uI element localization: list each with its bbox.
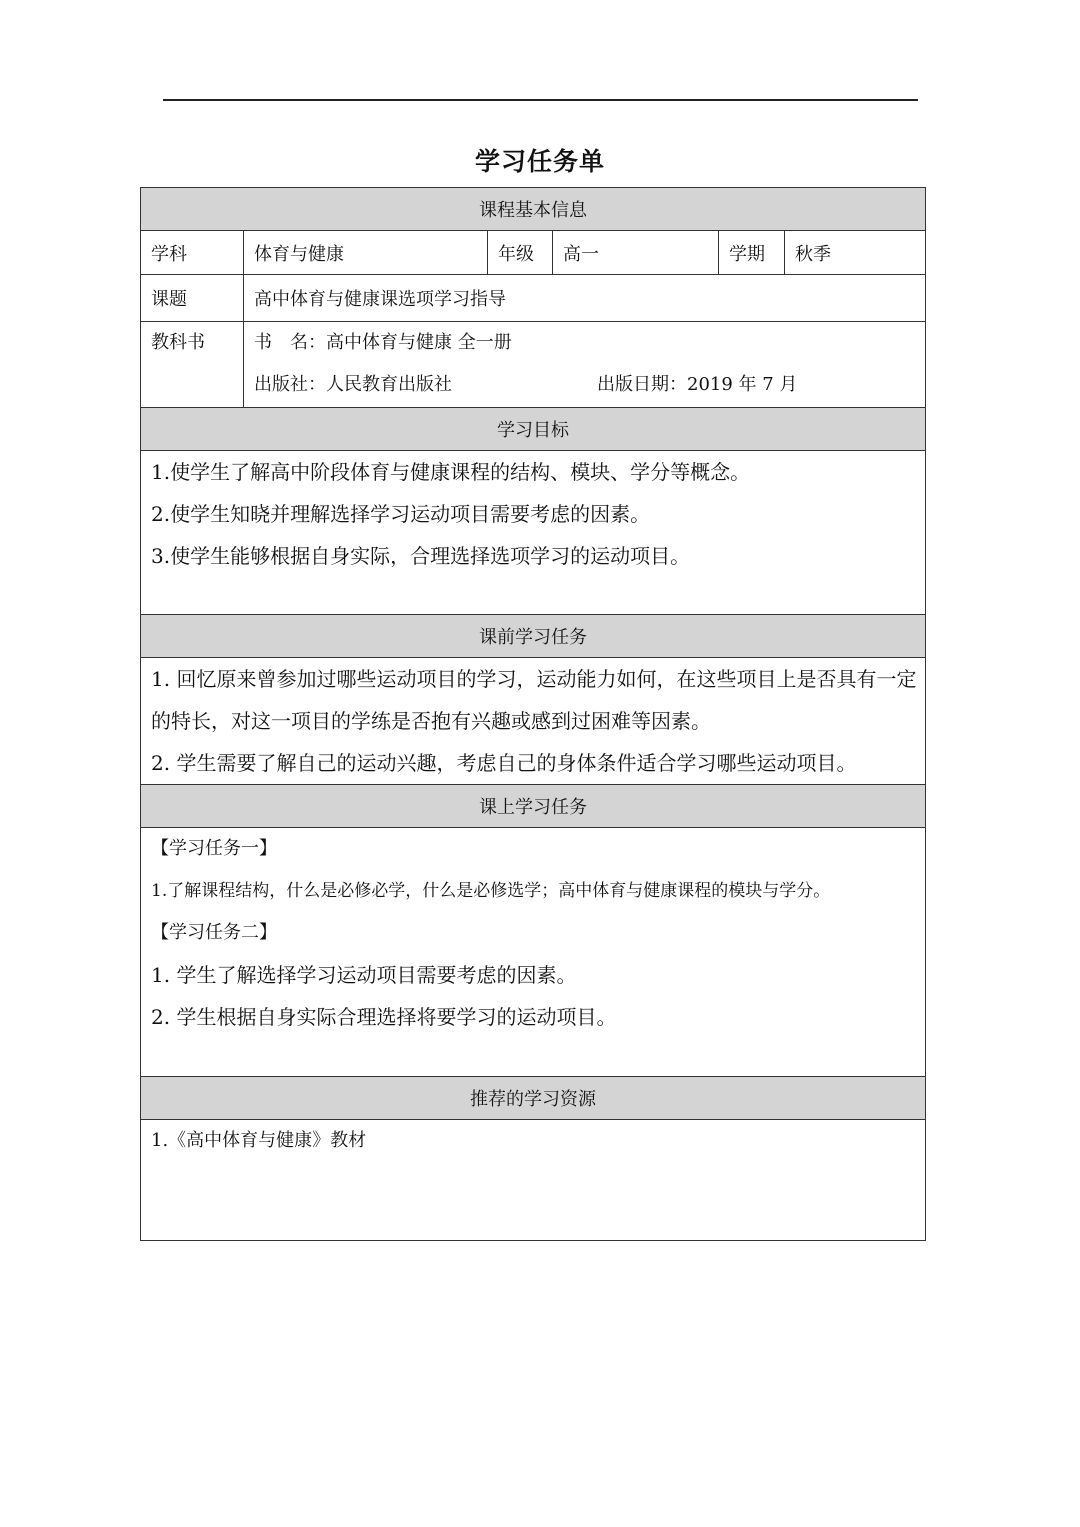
textbook-label-cell xyxy=(141,322,244,408)
section-header-resources: 推荐的学习资源 xyxy=(141,1077,926,1120)
objective-item: 1.使学生了解高中阶段体育与健康课程的结构、模块、学分等概念。 xyxy=(151,460,751,484)
task1-title: 【学习任务一】 xyxy=(151,838,277,859)
textbook-name: 书 名：高中体育与健康 全一册 xyxy=(254,332,512,353)
section-header-objectives: 学习目标 xyxy=(141,408,926,451)
textbook-label: 教科书 xyxy=(151,332,205,353)
section-header-class-tasks: 课上学习任务 xyxy=(141,785,926,828)
pre-tasks-cell xyxy=(141,658,926,785)
resources-cell xyxy=(141,1120,926,1241)
page-title: 学习任务单 xyxy=(474,147,605,176)
objective-item: 2.使学生知晓并理解选择学习运动项目需要考虑的因素。 xyxy=(151,502,651,526)
topic-label: 课题 xyxy=(141,275,244,322)
task-sheet-table xyxy=(140,187,926,1241)
resource-item: 1.《高中体育与健康》教材 xyxy=(151,1130,367,1151)
class-tasks-cell xyxy=(141,828,926,1077)
section-header-basic-info: 课程基本信息 xyxy=(141,188,926,231)
grade-value: 高一 xyxy=(553,231,719,275)
task1-item: 1.了解课程结构，什么是必修必学，什么是必修选学；高中体育与健康课程的模块与学分。 xyxy=(151,881,831,901)
topic-value: 高中体育与健康课选项学习指导 xyxy=(244,275,926,322)
pre-task-item: 2. 学生需要了解自己的运动兴趣，考虑自己的身体条件适合学习哪些运动项目。 xyxy=(151,751,857,775)
task2-title: 【学习任务二】 xyxy=(151,922,277,943)
header-rule xyxy=(163,99,918,101)
pre-task-item: 1. 回忆原来曾参加过哪些运动项目的学习，运动能力如何，在这些项目上是否具有一定的特长，对这一项目的学练是否抱有兴趣或感到过困难等因素。 xyxy=(151,667,917,733)
term-value: 秋季 xyxy=(785,231,926,275)
textbook-publisher: 出版社：人民教育出版社 xyxy=(254,374,452,395)
subject-label: 学科 xyxy=(141,231,244,275)
task2-item: 1. 学生了解选择学习运动项目需要考虑的因素。 xyxy=(151,963,577,987)
grade-label: 年级 xyxy=(488,231,553,275)
subject-value: 体育与健康 xyxy=(244,231,488,275)
task2-item: 2. 学生根据自身实际合理选择将要学习的运动项目。 xyxy=(151,1005,617,1029)
objective-item: 3.使学生能够根据自身实际，合理选择选项学习的运动项目。 xyxy=(151,544,691,568)
section-header-pre-tasks: 课前学习任务 xyxy=(141,615,926,658)
objectives-cell xyxy=(141,451,926,615)
textbook-publisher-row xyxy=(254,364,915,406)
textbook-info-cell xyxy=(244,322,926,408)
textbook-date: 出版日期：2019 年 7 月 xyxy=(597,374,798,395)
term-label: 学期 xyxy=(719,231,785,275)
